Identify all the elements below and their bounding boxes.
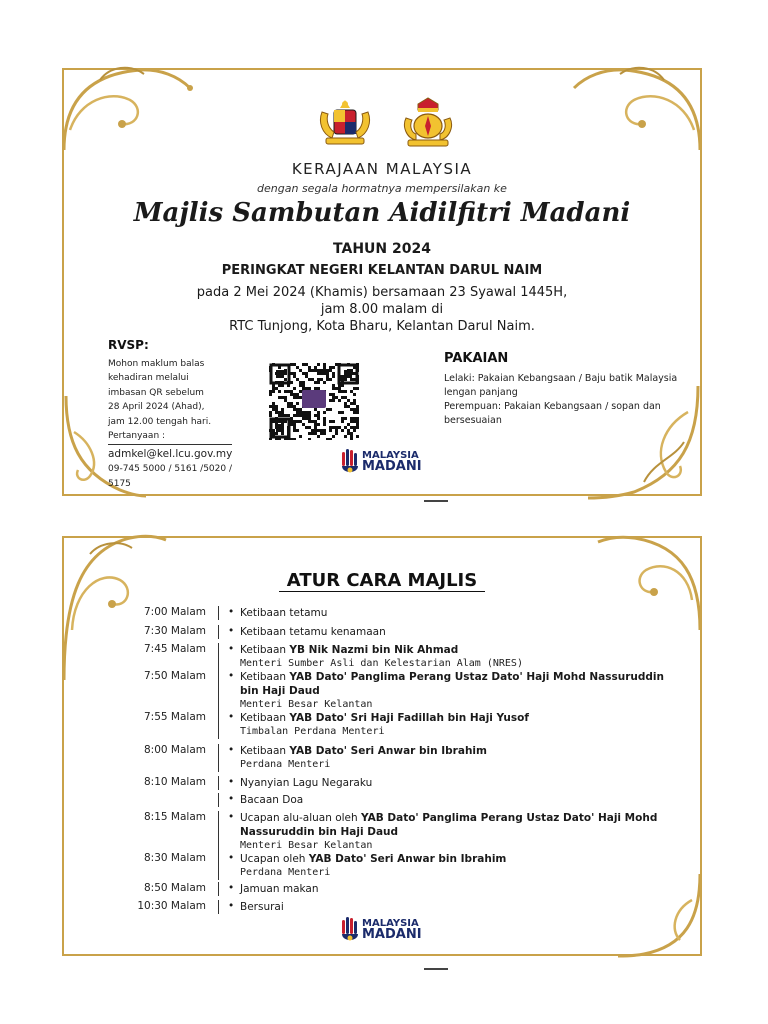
agenda-description: [240, 793, 680, 807]
agenda-dignitary: YAB Dato' Seri Anwar bin Ibrahim: [308, 853, 507, 865]
rsvp-line: jam 12.00 tengah hari.: [108, 416, 212, 427]
agenda-time: 8:50 Malam: [144, 882, 206, 894]
agenda-text: Jamuan makan: [240, 883, 319, 895]
rsvp-line: Mohon maklum balas: [108, 358, 205, 369]
page-divider: [424, 500, 448, 502]
programme-title: [64, 570, 700, 591]
agenda-dignitary-title: Menteri Besar Kelantan: [240, 699, 373, 710]
agenda-description: [240, 643, 680, 671]
agenda-dignitary: YAB Dato' Panglima Perang Ustaz Dato' Haji Mohd Nassuruddin bin Haji Daud: [240, 671, 664, 697]
agenda-dignitary: YAB Dato' Seri Anwar bin Ibrahim: [289, 745, 487, 757]
agenda-description: [240, 744, 680, 772]
rsvp-line: kehadiran melalui: [108, 373, 189, 383]
bullet-icon: •: [228, 711, 235, 723]
bullet-icon: •: [228, 606, 235, 618]
logo-text-line2: MADANI: [362, 927, 422, 942]
event-year: TAHUN 2024: [333, 241, 431, 257]
page-divider: [424, 968, 448, 970]
agenda-separator: [218, 625, 219, 639]
agenda-dignitary: YAB Dato' Sri Haji Fadillah bin Haji Yusof: [289, 712, 529, 724]
bullet-icon: •: [228, 670, 235, 682]
bullet-icon: •: [228, 900, 235, 912]
agenda-dignitary-title: Menteri Besar Kelantan: [240, 840, 373, 851]
agenda-description: [240, 882, 680, 896]
event-level: PERINGKAT NEGERI KELANTAN DARUL NAIM: [221, 263, 543, 278]
inquiry-email-link[interactable]: admkel@kel.lcu.gov.my: [108, 444, 232, 462]
madani-hand-icon: [340, 448, 360, 478]
bullet-icon: •: [228, 811, 235, 823]
bullet-icon: •: [228, 793, 235, 805]
agenda-description: [240, 711, 680, 739]
kelantan-state-crest-icon: [398, 96, 458, 150]
bullet-icon: •: [228, 625, 235, 637]
agenda-text: Ketibaan tetamu kenamaan: [240, 626, 386, 638]
inquiry-label: Pertanyaan :: [108, 431, 166, 441]
dress-code-section: [444, 352, 684, 428]
agenda-text: Ucapan oleh: [240, 853, 309, 865]
agenda-time: 8:00 Malam: [144, 744, 206, 756]
logo-text-line2: MADANI: [362, 459, 422, 474]
agenda-separator: [218, 882, 219, 896]
malaysia-madani-logo: [340, 448, 450, 478]
agenda-dignitary-title: Timbalan Perdana Menteri: [240, 726, 385, 737]
corner-ornament-top-right: [564, 60, 704, 160]
agenda-text: Ketibaan: [240, 745, 290, 757]
agenda-separator: [218, 643, 219, 671]
agenda-separator: [218, 606, 219, 620]
agenda-description: [240, 776, 680, 790]
agenda-separator: [218, 811, 219, 853]
malaysia-coat-of-arms-icon: [316, 98, 374, 148]
programme-title-text: ATUR CARA MAJLIS: [279, 570, 485, 592]
bullet-icon: •: [228, 852, 235, 864]
agenda-time: 7:50 Malam: [144, 670, 206, 682]
agenda-text: Bersurai: [240, 901, 284, 913]
agenda-dignitary: YB Nik Nazmi bin Nik Ahmad: [289, 644, 459, 656]
dress-code-women: Perempuan: Pakaian Kebangsaan / sopan dan bersesuaian: [444, 401, 661, 426]
agenda-time: 8:30 Malam: [144, 852, 206, 864]
rsvp-line: 28 April 2024 (Ahad),: [108, 402, 205, 412]
inquiry-phone: 09-745 5000 / 5161 /5020 /: [108, 464, 232, 474]
programme-card: [62, 536, 702, 956]
agenda-separator: [218, 852, 219, 880]
agenda-description: [240, 852, 680, 880]
agenda-time: 7:45 Malam: [144, 643, 206, 655]
logo-text-line1: MALAYSIA: [362, 918, 419, 929]
rsvp-heading: RVSP:: [108, 338, 149, 352]
rsvp-line: imbasan QR sebelum: [108, 387, 204, 398]
agenda-dignitary-title: Menteri Sumber Asli dan Kelestarian Alam (NRES): [240, 658, 523, 669]
malaysia-madani-logo: [340, 916, 450, 946]
bullet-icon: •: [228, 882, 235, 894]
agenda-dignitary: YAB Dato' Panglima Perang Ustaz Dato' Haji Mohd Nassuruddin bin Haji Daud: [240, 812, 658, 838]
invitation-card: [62, 68, 702, 496]
agenda-description: [240, 811, 680, 853]
agenda-text: Ketibaan: [240, 712, 290, 724]
government-title: KERAJAAN MALAYSIA: [291, 160, 473, 178]
event-name: Majlis Sambutan Aidilfitri Madani: [133, 198, 631, 228]
inquiry-phone-cont: 5175: [108, 478, 131, 489]
agenda-text: Bacaan Doa: [240, 794, 304, 806]
agenda-description: [240, 670, 680, 712]
event-venue: RTC Tunjong, Kota Bharu, Kelantan Darul Naim.: [229, 319, 535, 334]
logo-text-line1: MALAYSIA: [362, 450, 419, 461]
agenda-dignitary-title: Perdana Menteri: [240, 867, 331, 878]
bullet-icon: •: [228, 643, 235, 655]
agenda-description: [240, 625, 680, 639]
rsvp-section: [108, 338, 278, 491]
agenda-dignitary-title: Perdana Menteri: [240, 759, 331, 770]
agenda-description: [240, 900, 680, 914]
agenda-time: 8:15 Malam: [144, 811, 206, 823]
event-date: pada 2 Mei 2024 (Khamis) bersamaan 23 Syawal 1445H,: [196, 285, 568, 300]
agenda-text: Ketibaan: [240, 671, 290, 683]
agenda-description: [240, 606, 680, 620]
agenda-separator: [218, 776, 219, 790]
agenda-time: 7:00 Malam: [144, 606, 206, 618]
agenda-time: 7:30 Malam: [144, 625, 206, 637]
bullet-icon: •: [228, 776, 235, 788]
madani-hand-icon: [340, 916, 360, 946]
dress-code-men: Lelaki: Pakaian Kebangsaan / Baju batik Malaysia lengan panjang: [444, 373, 678, 398]
bullet-icon: •: [228, 744, 235, 756]
agenda-time: 7:55 Malam: [144, 711, 206, 723]
agenda-text: Ketibaan tetamu: [240, 607, 328, 619]
event-time: jam 8.00 malam di: [320, 302, 444, 317]
rsvp-qr-code[interactable]: [268, 362, 360, 440]
agenda-separator: [218, 670, 219, 712]
agenda-time: 10:30 Malam: [137, 900, 206, 912]
agenda-text: Ucapan alu-aluan oleh: [240, 812, 362, 824]
corner-ornament-top-left: [60, 60, 200, 160]
agenda-text: Nyanyian Lagu Negaraku: [240, 777, 373, 789]
invitation-line: dengan segala hormatnya mempersilakan ke: [257, 182, 507, 195]
agenda-text: Ketibaan: [240, 644, 290, 656]
agenda-separator: [218, 900, 219, 914]
agenda-separator: [218, 793, 219, 807]
agenda-separator: [218, 744, 219, 772]
dress-code-heading: PAKAIAN: [444, 351, 509, 366]
agenda-separator: [218, 711, 219, 739]
agenda-time: 8:10 Malam: [144, 776, 206, 788]
